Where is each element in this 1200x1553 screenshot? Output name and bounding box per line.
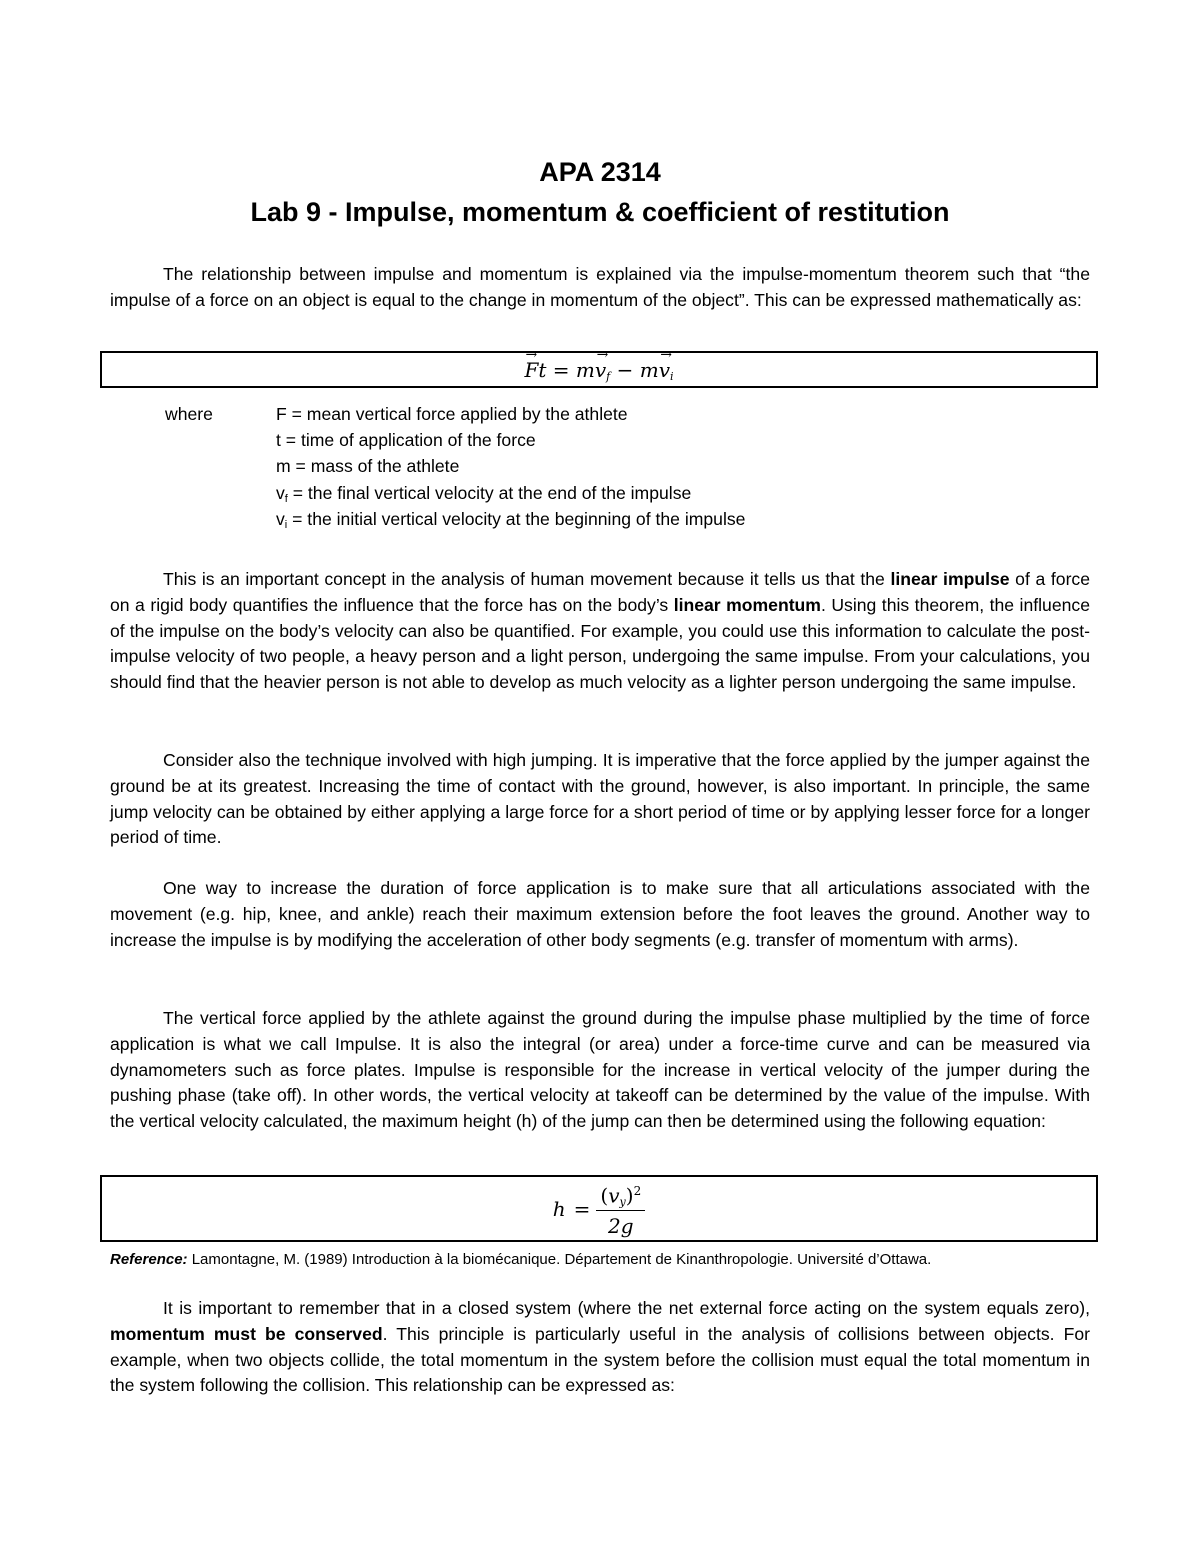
reference-citation: Reference: Lamontagne, M. (1989) Introduction à la biomécanique. Département de Kinanthropologie. Université d’Ottawa. [110, 1251, 932, 1268]
bold-linear-momentum: linear momentum [673, 594, 821, 615]
max-height-equation [100, 1175, 1098, 1242]
eq2-numerator: $(v_y)^2$ [596, 1178, 645, 1212]
reference-label: Reference: [110, 1251, 188, 1268]
eq2-equals: = [573, 1196, 591, 1221]
impulse-momentum-equation [100, 351, 1098, 388]
eq1-vi: v [658, 358, 670, 382]
def-force: F = mean vertical force applied by the athlete [276, 404, 628, 424]
paragraph-linear-impulse: This is an important concept in the analysis of human movement because it tells us that the linear impulse of a force on a rigid body quantifies the influence that the force has on the body’s linear momentum. Using this theorem, the influence of the impulse on the body’s velocity can also be quantified. For example, you could use this information to calculate the post-impulse velocity of two people, a heavy person and a light person, undergoing the same impulse. From your calculations, you should find that the heavier person is not able to develop as much velocity as a lighter person undergoing the same impulse. [110, 569, 1091, 693]
eq1-vi-sub: i [670, 370, 674, 383]
where-label: where [165, 404, 213, 424]
paragraph-force-duration: One way to increase the duration of force application is to make sure that all articulations associated with the movement (e.g. hip, knee, and ankle) reach their maximum extension before the foot leaves the ground. Another way to increase the impulse is by modifying the acceleration of other body segments (e.g. transfer of momentum with arms). [110, 878, 1090, 950]
force-vector: → F [524, 353, 538, 387]
paragraph-high-jumping: Consider also the technique involved with high jumping. It is imperative that the force applied by the jumper against the ground be at its greatest. Increasing the time of contact with the ground, however, is also important. In principle, the same jump velocity can be obtained by either applying a large force for a short period of time or by applying lesser force for a longer period of time. [110, 750, 1090, 848]
def-final-velocity: $v_f$ = the final vertical velocity at the end of the impulse [276, 482, 692, 505]
eq2-height: h [552, 1196, 566, 1221]
paragraph-impulse-definition: The vertical force applied by the athlete against the ground during the impulse phase multiplied by the time of force application is what we call Impulse. It is also the integral (or area) under a force-time curve and can be measured via dynamometers such as force plates. Impulse is responsible for the increase in vertical velocity of the jumper during the pushing phase (take off). In other words, the vertical velocity at takeoff can be determined by the value of the impulse. With the vertical velocity calculated, the maximum height (h) of the jump can then be determined using the following equation: [110, 1008, 1090, 1132]
def-mass: m = mass of the athlete [276, 456, 460, 477]
eq1-mass-2: m [639, 358, 659, 382]
variable-definitions [276, 401, 745, 532]
eq1-mass-1: m [575, 358, 595, 382]
bold-linear-impulse: linear impulse [890, 569, 1010, 589]
eq1-vf: v [594, 358, 607, 382]
lab-title: Lab 9 - Impulse, momentum & coefficient of restitution [250, 197, 950, 227]
def-time: t = time of application of the force [276, 430, 536, 451]
def-initial-velocity: $v_i$ = the initial vertical velocity at the beginning of the impulse [276, 508, 746, 531]
eq1-time: t [538, 358, 547, 382]
intro-paragraph: The relationship between impulse and momentum is explained via the impulse-momentum theorem such that “the impulse of a force on an object is equal to the change in momentum of the object”. This can be expressed mathematically as: [110, 264, 1090, 310]
course-code: APA 2314 [539, 157, 661, 187]
eq1-vf-sub: f [606, 370, 611, 383]
eq1-minus: − [616, 358, 634, 382]
paragraph-momentum-conservation: It is important to remember that in a closed system (where the net external force acting on the system equals zero), momentum must be conserved. This principle is particularly useful in the analysis of collisions between objects. For example, when two objects collide, the total momentum in the system before the collision must equal the total momentum in the system following the collision. This relationship can be expressed as: [110, 1298, 1091, 1396]
eq2-fraction [596, 1178, 645, 1240]
bold-momentum-conserved: momentum must be conserved [110, 1323, 383, 1344]
eq1-equals: = [552, 358, 570, 382]
eq2-denominator: 2g [608, 1214, 634, 1239]
